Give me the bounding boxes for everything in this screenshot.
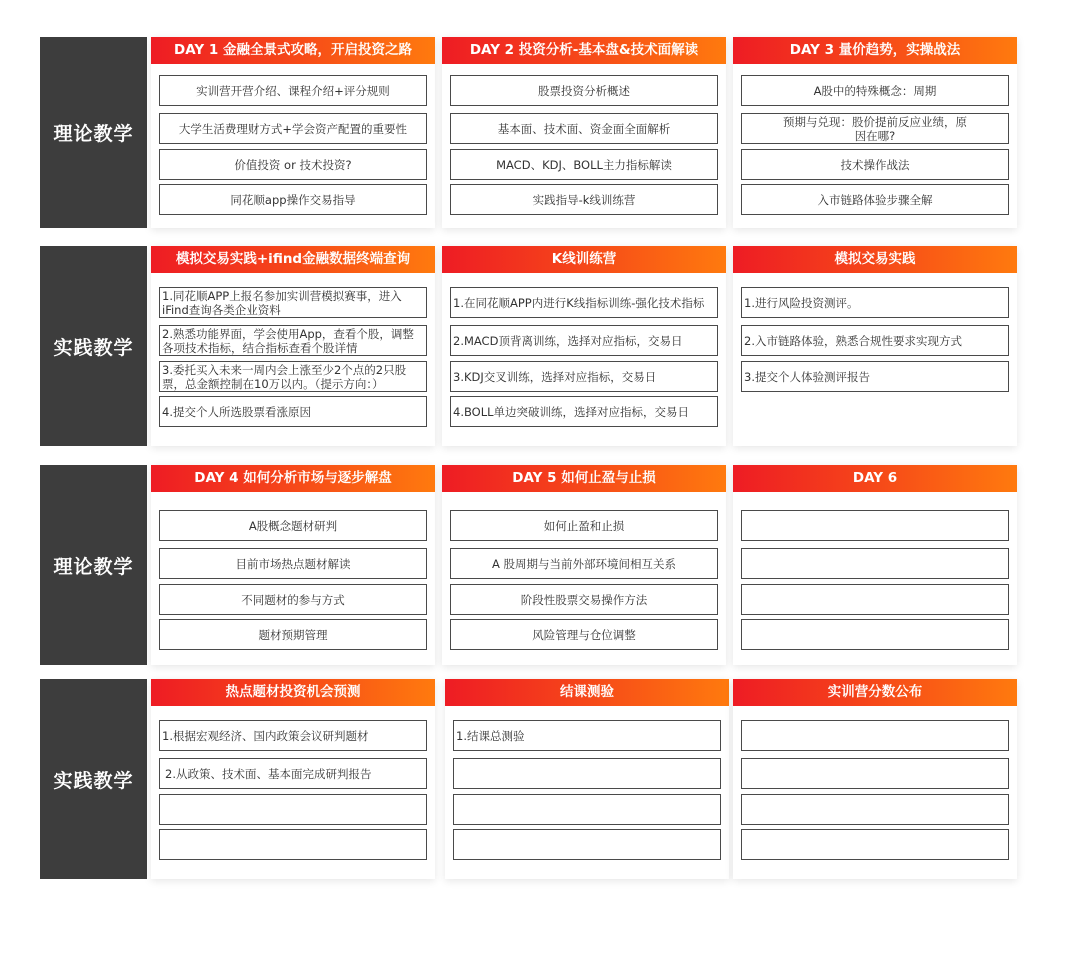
topic-box: A股中的特殊概念：周期 [741,75,1009,106]
task-box: 2.从政策、技术面、基本面完成研判报告 [159,758,427,789]
empty-box [741,829,1009,860]
card-header: DAY 5 如何止盈与止损 [442,465,726,492]
practice-card [151,246,435,446]
task-box: 1.结课总测验 [453,720,721,751]
topic-box: 预期与兑现：股价提前反应业绩，原因在哪? [741,113,1009,144]
final-test-card [445,679,729,879]
topic-box: 如何止盈和止损 [450,510,718,541]
task-box: 1.在同花顺APP内进行K线指标训练-强化技术指标 [450,287,718,318]
empty-box [741,548,1009,579]
card-header: 热点题材投资机会预测 [151,679,435,706]
card-header: 结课测验 [445,679,729,706]
empty-box [453,794,721,825]
hot-topic-card [151,679,435,879]
task-box: 1.根据宏观经济、国内政策会议研判题材 [159,720,427,751]
sim-trade-card [733,246,1017,446]
topic-box: 阶段性股票交易操作方法 [450,584,718,615]
day1-card [151,37,435,228]
topic-box: 股票投资分析概述 [450,75,718,106]
card-header: 模拟交易实践 [733,246,1017,273]
day4-card [151,465,435,665]
topic-box: 题材预期管理 [159,619,427,650]
day6-card [733,465,1017,665]
section-practice-2 [40,679,1018,879]
empty-box [453,829,721,860]
card-header: DAY 1 金融全景式攻略，开启投资之路 [151,37,435,64]
section-label: 实践教学 [40,246,147,446]
task-box: 3.KDJ交叉训练，选择对应指标，交易日 [450,361,718,392]
empty-box [741,619,1009,650]
task-box: 1.同花顺APP上报名参加实训营模拟赛事，进入iFind查询各类企业资料 [159,287,427,318]
task-box: 4.BOLL单边突破训练，选择对应指标，交易日 [450,396,718,427]
card-header: DAY 2 投资分析-基本盘&技术面解读 [442,37,726,64]
topic-box: 入市链路体验步骤全解 [741,184,1009,215]
topic-box: 风险管理与仓位调整 [450,619,718,650]
task-box: 4.提交个人所选股票看涨原因 [159,396,427,427]
card-header: DAY 3 量价趋势，实操战法 [733,37,1017,64]
topic-box: 同花顺app操作交易指导 [159,184,427,215]
topic-box: MACD、KDJ、BOLL主力指标解读 [450,149,718,180]
empty-box [741,720,1009,751]
empty-box [741,510,1009,541]
card-header: DAY 6 [733,465,1017,492]
topic-box: 实训营开营介绍、课程介绍+评分规则 [159,75,427,106]
empty-box [741,758,1009,789]
day5-card [442,465,726,665]
task-box: 2.熟悉功能界面，学会使用App，查看个股，调整各项技术指标，结合指标查看个股详情 [159,325,427,356]
topic-box: 大学生活费理财方式+学会资产配置的重要性 [159,113,427,144]
section-practice-1 [40,246,1018,446]
topic-box: A股概念题材研判 [159,510,427,541]
task-box: 2.入市链路体验，熟悉合规性要求实现方式 [741,325,1009,356]
section-theory-1 [40,37,1018,228]
section-label: 理论教学 [40,37,147,228]
section-theory-2 [40,465,1018,665]
topic-box: 实践指导-k线训练营 [450,184,718,215]
card-header: 模拟交易实践+ifind金融数据终端查询 [151,246,435,273]
topic-box: 不同题材的参与方式 [159,584,427,615]
card-header: 实训营分数公布 [733,679,1017,706]
task-box: 3.委托买入未来一周内会上涨至少2个点的2只股票，总金额控制在10万以内。（提示方向：） [159,361,427,392]
topic-box: 基本面、技术面、资金面全面解析 [450,113,718,144]
empty-box [741,584,1009,615]
card-header: K线训练营 [442,246,726,273]
score-card [733,679,1017,879]
kline-card [442,246,726,446]
task-box: 3.提交个人体验测评报告 [741,361,1009,392]
empty-box [741,794,1009,825]
topic-box: 目前市场热点题材解读 [159,548,427,579]
empty-box [159,794,427,825]
day3-card [733,37,1017,228]
card-header: DAY 4 如何分析市场与逐步解盘 [151,465,435,492]
section-label: 理论教学 [40,465,147,665]
day2-card [442,37,726,228]
task-box: 1.进行风险投资测评。 [741,287,1009,318]
topic-box: 技术操作战法 [741,149,1009,180]
empty-box [453,758,721,789]
topic-box: 价值投资 or 技术投资? [159,149,427,180]
empty-box [159,829,427,860]
task-box: 2.MACD顶背离训练，选择对应指标，交易日 [450,325,718,356]
topic-box: A 股周期与当前外部环境间相互关系 [450,548,718,579]
section-label: 实践教学 [40,679,147,879]
